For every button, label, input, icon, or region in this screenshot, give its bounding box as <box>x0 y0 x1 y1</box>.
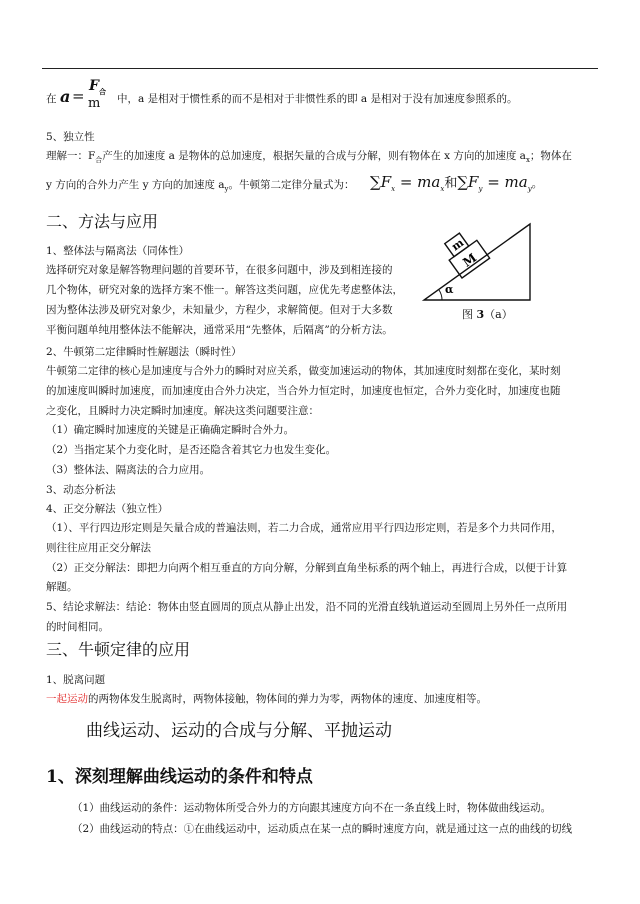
sec2-item-15: 则往往应用正交分解法 <box>46 542 151 554</box>
section-3-heading: 三、牛顿定律的应用 <box>46 640 191 659</box>
sec2-item-5: 2、牛顿第二定律瞬时性解题法（瞬时性） <box>46 346 242 358</box>
chapter-p1: （1）曲线运动的条件：运动物体所受合外力的方向跟其速度方向不在一条直线上时，物体做曲线运动。 <box>72 802 552 814</box>
formula-a: a <box>60 87 71 106</box>
sec2-item-4: 平衡问题单纯用整体法不能解决，通常采用“先整体，后隔离”的分析方法。 <box>46 324 393 336</box>
formula-denominator: m <box>88 96 101 111</box>
chapter-title: 曲线运动、运动的合成与分解、平抛运动 <box>86 721 392 741</box>
sec2-item-14: （1）、平行四边形定则是矢量合成的普遍法则，若二力合成，通常应用平行四边形定则，若是多个力共同作用， <box>46 522 562 534</box>
section-5-line2: y 方向的合外力产生 y 方向的加速度 $a_y$。牛顿第二定律分量式为： <box>46 179 355 194</box>
chapter-p2: （2）曲线运动的特点：①在曲线运动中，运动质点在某一点的瞬时速度方向，就是通过这一点的曲线的切线 <box>72 823 573 835</box>
sec2-item-9: （1）确定瞬时加速度的关键是正确确定瞬时合外力。 <box>46 424 295 436</box>
sec2-item-18: 5、结论求解法：结论：物体由竖直圆周的顶点从静止出发，沿不同的光滑直线轨道运动至圆周上另外任一点所用 <box>46 601 568 613</box>
sec2-item-16: （2）正交分解法：即把力向两个相互垂直的方向分解，分解到直角坐标系的两个轴上，再进行合成，以便于计算 <box>46 562 568 574</box>
sec2-item-10: （2）当指定某个力变化时，是否还隐含着其它力也发生变化。 <box>46 444 337 456</box>
sec2-item-13: 4、正交分解法（独立性） <box>46 503 169 515</box>
m-label: m <box>449 236 467 254</box>
section-5-line1: 理解一：$F_合$产生的加速度 a 是物体的总加速度，根据矢量的合成与分解，则有物体在 x 方向的加速度 $a_x$；物体在 <box>46 150 572 165</box>
sec2-item-2: 几个物体，研究对象的选择方案不惟一。解答这类问题，应优先考虑整体法， <box>46 284 403 296</box>
M-label: M <box>460 250 480 270</box>
sec2-item-7: 的加速度叫瞬时加速度，而加速度由合外力决定，当合外力恒定时，加速度也恒定，合外力变化时，加速度也随 <box>46 385 561 397</box>
sec2-item-11: （3）整体法、隔离法的合力应用。 <box>46 464 211 476</box>
header-rule <box>42 68 598 69</box>
formula-prefix: 在 <box>46 93 57 105</box>
formula-eq: = <box>72 87 85 105</box>
sec2-item-12: 3、动态分析法 <box>46 484 116 496</box>
alpha-label: α <box>445 283 454 296</box>
sec3-item1: 1、脱离问题 <box>46 674 106 686</box>
component-formula: $\sum F_x = ma_x$和$\sum F_y = ma_y$。 <box>370 173 543 193</box>
section-2-heading: 二、方法与应用 <box>46 212 159 231</box>
sec2-item-19: 的时间相同。 <box>46 621 109 633</box>
sec2-item-17: 解题。 <box>46 581 78 593</box>
chapter-sub-heading: 1、深刻理解曲线运动的条件和特点 <box>46 767 313 787</box>
angle-arc <box>439 290 442 300</box>
sec2-item-0: 1、整体法与隔离法（同体性） <box>46 245 190 257</box>
sec2-item-1: 选择研究对象是解答物理问题的首要环节，在很多问题中，涉及到相连接的 <box>46 264 393 276</box>
section-5-title: 5、独立性 <box>46 131 95 143</box>
sec2-item-3: 因为整体法涉及研究对象少，未知量少，方程少，求解简便。但对于大多数 <box>46 304 393 316</box>
sec2-item-8: 之变化，且瞬时力决定瞬时加速度。解决这类问题要注意： <box>46 405 319 417</box>
formula-numerator: $F_合$ <box>89 78 106 96</box>
sec2-item-6: 牛顿第二定律的核心是加速度与合外力的瞬时对应关系，做变加速运动的物体，其加速度时刻都在变化，某时刻 <box>46 365 561 377</box>
formula-text: 中，a 是相对于惯性系的而不是相对于非惯性系的即 a 是相对于没有加速度参照系的。 <box>117 93 518 105</box>
sec3-line: 一起运动的两物体发生脱离时，两物体接触，物体间的弹力为零，两物体的速度、加速度相等。 <box>46 693 487 705</box>
figure-caption: 图 3（a） <box>462 308 513 321</box>
red-highlight: 一起运动 <box>46 693 88 705</box>
